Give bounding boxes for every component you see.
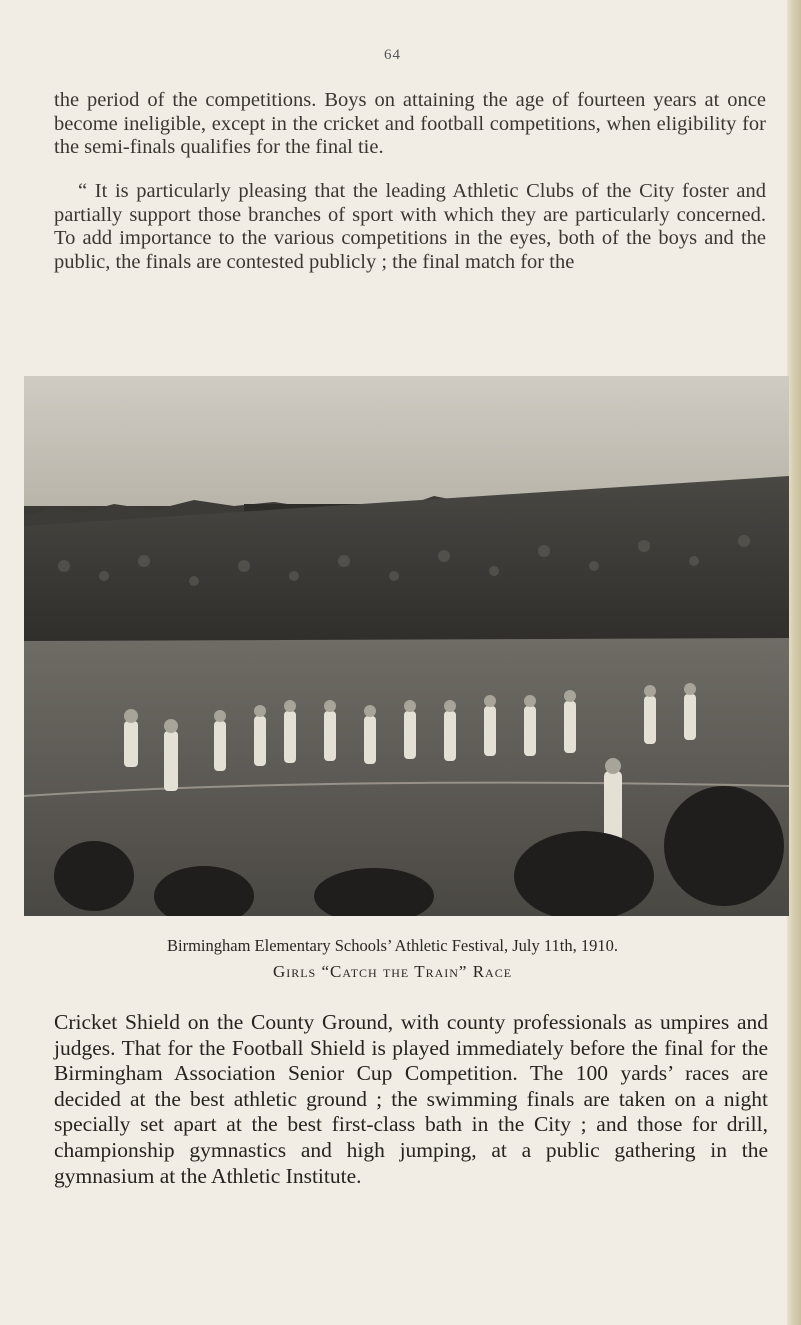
caption-line-1: Birmingham Elementary Schools’ Athletic Festival, July 11th, 1910. bbox=[167, 936, 618, 955]
paragraph-2-text: “ It is particularly pleasing that the leading Athletic Clubs of the City foster and partially support those branches of sport with which they are particularly concerned. To add importance to the various competitions in the eyes, both of the boys and the public, the finals are contested publicly ; the final match for the bbox=[54, 180, 766, 273]
festival-photograph bbox=[24, 376, 789, 916]
paragraph-3-text: Cricket Shield on the County Ground, with county professionals as umpires and judges. That for the Football Shield is played immediately before the final for the Birmingham Association Senior Cup Competition. The 100 yards’ races are decided at the best athletic ground ; the swimming finals are taken on a night specially set apart at the best first-class bath in the City ; and those for drill, championship gymnastics and high jumping, at a public gathering in the gymnasium at the Athletic Institute. bbox=[54, 1010, 768, 1188]
page-edge bbox=[787, 0, 801, 1325]
paragraph-1 bbox=[54, 89, 766, 160]
paragraph-2 bbox=[54, 180, 766, 274]
caption-line-2: Girls “Catch the Train” Race bbox=[272, 962, 513, 981]
paragraph-3 bbox=[54, 1010, 768, 1189]
page-number: 64 bbox=[384, 47, 401, 63]
paragraph-1-text: the period of the competitions. Boys on attaining the age of fourteen years at once become ineligible, except in the cricket and football competitions, when eligibility for the semi-finals qualifies for the final tie. bbox=[54, 89, 766, 158]
photo-illustration bbox=[24, 376, 789, 916]
